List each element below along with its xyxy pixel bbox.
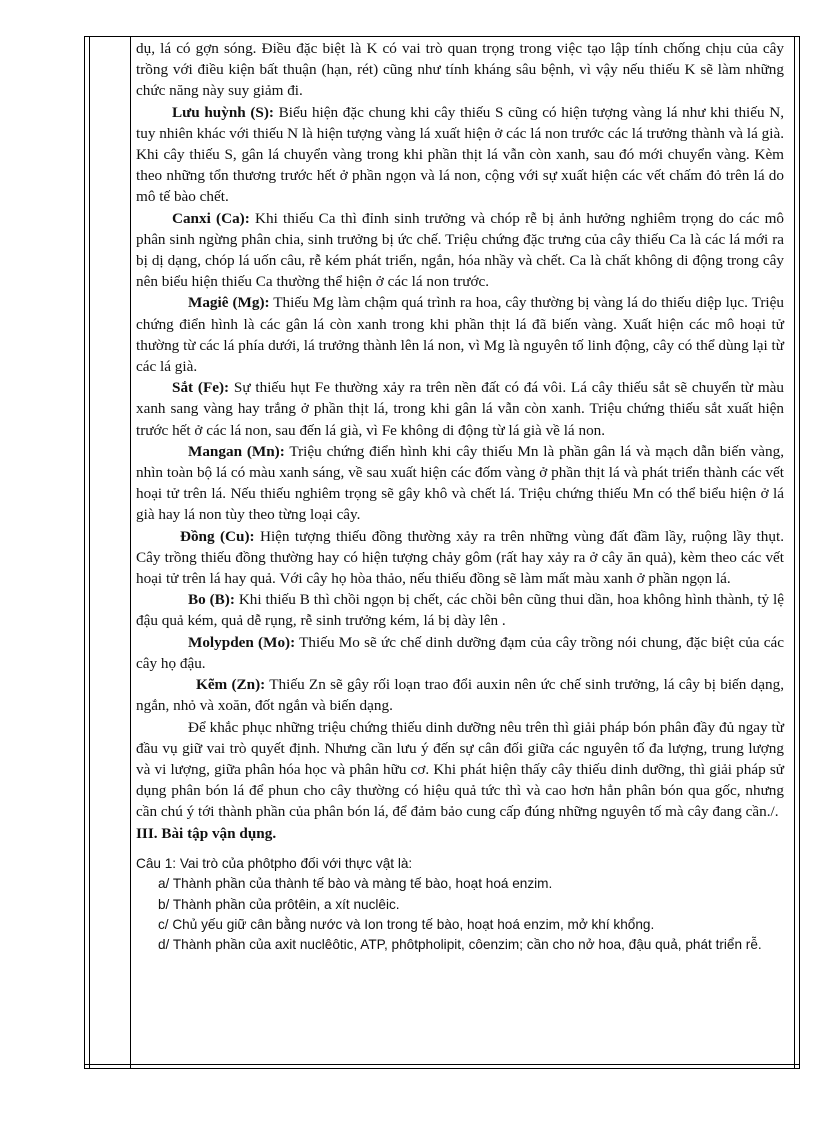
paragraph-lead: Mangan (Mn): (188, 442, 285, 460)
quiz-block (136, 854, 784, 956)
paragraph-magnesium (136, 292, 784, 377)
paragraph-lead: Lưu huỳnh (S): (172, 103, 274, 121)
frame-inner-left-rule (89, 37, 90, 1068)
paragraph-text: Khi thiếu B thì chồi ngọn bị chết, các chồi bên cũng thui dần, hoa không hình thành, tỷ lệ đậu quả kém, quả dễ rụng, rễ sinh trưởng kém, lá bị dày lên . (136, 591, 785, 630)
paragraph-lead: Đồng (Cu): (180, 527, 255, 545)
quiz-option-a: a/ Thành phần của thành tế bào và màng tế bào, hoạt hoá enzim. (158, 876, 553, 892)
paragraph-text: Thiếu Mo sẽ ức chế dinh dưỡng đạm của cây trồng nói chung, đặc biệt của các cây họ đậu. (136, 633, 784, 672)
paragraph-text: Thiếu Mg làm chậm quá trình ra hoa, cây thường bị vàng lá do thiếu diệp lục. Triệu chứng điển hình là các gân lá còn xanh trong khi phần thịt lá đã biến vàng. Xuất hiện các mô hoại tử thường từ các lá phía dưới, lá trưởng thành lên lá non, vì Mg là nguyên tố linh động, cây có thể dùng lại từ các lá già. (136, 294, 784, 376)
paragraph-lead: Canxi (Ca): (172, 209, 250, 227)
paragraph-calcium (136, 208, 784, 293)
paragraph-lead: Magiê (Mg): (188, 294, 270, 312)
paragraph-lead: Sắt (Fe): (172, 379, 230, 397)
paragraph-lead: Kẽm (Zn): (196, 676, 266, 694)
section-title: III. Bài tập vận dụng. (136, 824, 277, 842)
frame-inner-right-rule (794, 37, 795, 1068)
quiz-question: Câu 1: Vai trò của phôtpho đối với thực vật là: (136, 855, 413, 871)
paragraph-text: Để khắc phục những triệu chứng thiếu dinh dưỡng nêu trên thì giải pháp bón phân đầy đủ ngay từ đầu vụ giữ vai trò quyết định. Nhưng cần lưu ý đến sự cân đối giữa các nguyên tố đa lượng, trung lượng và vi lượng, giữa phân hóa học và phân hữu cơ. Khi phát hiện thấy cây thiếu dinh dưỡng, thì giải pháp sử dụng phân bón lá để phun cho cây thường có hiệu quả tức thì và cao hơn hẳn phân bón qua gốc, nhưng cần chú ý tới thành phần của phân bón lá, để đảm bảo cung cấp đúng những nguyên tố mà cây đang cần./. (136, 718, 784, 821)
paragraph-iron (136, 377, 784, 441)
paragraph-text: Khi thiếu Ca thì đỉnh sinh trưởng và chóp rễ bị ảnh hưởng nghiêm trọng do các mô phân sinh ngừng phân chia, sinh trưởng bị ức chế. Triệu chứng đặc trưng của cây thiếu Ca là các lá mới ra bị dị dạng, chóp lá uốn câu, rễ kém phát triển, ngắn, hóa nhầy và chết. Ca là chất không di động trong cây nên biểu hiện thiếu Ca thường thể hiện ở các lá non trước. (136, 209, 784, 291)
column-divider (130, 37, 131, 1068)
paragraph-zinc (136, 674, 784, 716)
paragraph-text: Hiện tượng thiếu đồng thường xảy ra trên những vùng đất đầm lầy, ruộng lầy thụt. Cây trồng thiếu đồng thường hay có hiện tượng chảy gôm (rất hay xảy ra ở cây ăn quả), kèm theo các vết hoại tử trên lá hay quả. Với cây họ hòa thảo, nếu thiếu đồng sẽ làm mất màu xanh ở phần ngọn lá. (136, 527, 784, 588)
paragraph-text: Biểu hiện đặc chung khi cây thiếu S cũng có hiện tượng vàng lá như khi thiếu N, tuy nhiên khác với thiếu N là hiện tượng vàng lá xuất hiện ở các lá non trước các lá trưởng thành và lá già. Khi cây thiếu S, gân lá chuyển vàng trong khi phần thịt lá vẫn còn xanh, sau đó mới chuyển vàng. Kèm theo những tổn thương trước hết ở phần ngọn và lá non, cộng với sự xuất hiện các vết chấm đỏ trên lá do mô tế bào chết. (136, 103, 784, 206)
paragraph-manganese (136, 441, 784, 526)
paragraph-lead: Bo (B): (188, 591, 235, 609)
paragraph-molybdenum (136, 632, 784, 674)
paragraph-text: dụ, lá có gợn sóng. Điều đặc biệt là K có vai trò quan trọng trong việc tạo lập tính chống chịu của cây trồng với điều kiện bất thuận (hạn, rét) cũng như tính kháng sâu bệnh, vì vậy nếu thiếu K sẽ làm những chức năng này suy giảm đi. (136, 40, 784, 100)
paragraph-boron (136, 589, 784, 631)
quiz-option-d: d/ Thành phần của axit nuclêôtic, ATP, phôtpholipit, côenzim; cần cho nở hoa, đậu quả, phát triển rễ. (158, 937, 762, 953)
quiz-option-c: c/ Chủ yếu giữ cân bằng nước và Ion trong tế bào, hoạt hoá enzim, mở khí khổng. (158, 916, 655, 932)
paragraph-sulfur (136, 102, 784, 208)
quiz-option-b: b/ Thành phần của prôtêin, a xít nuclêic. (158, 896, 400, 912)
document-body (136, 38, 784, 956)
paragraph-copper (136, 526, 784, 590)
paragraph-text: Sự thiếu hụt Fe thường xảy ra trên nền đất có đá vôi. Lá cây thiếu sắt sẽ chuyển từ màu xanh sang vàng hay trắng ở phần thịt lá, trong khi gân lá vẫn còn xanh. Triệu chứng thiếu sắt xuất hiện trước hết ở các lá non, sau đến lá già, vì Fe không di động từ lá già về lá non. (136, 379, 784, 439)
paragraph-lead: Molypden (Mo): (188, 633, 296, 651)
frame-bottom-rule (85, 1064, 799, 1065)
paragraph-text: Triệu chứng điển hình khi cây thiếu Mn là phần gân lá và mạch dẫn biến vàng, nhìn toàn bộ lá có màu xanh sáng, về sau xuất hiện các đốm vàng ở phần thịt lá và phát triển thành các vết hoại tử trên lá. Nếu thiếu nghiêm trọng sẽ gây khô và chết lá. Triệu chứng thiếu Mn có thể biểu hiện ở lá già hay lá non tùy theo từng loại cây. (136, 442, 785, 524)
paragraph-remedy (136, 717, 784, 823)
paragraph-potassium-continued (136, 38, 784, 102)
paragraph-text: Thiếu Zn sẽ gây rối loạn trao đổi auxin nên ức chế sinh trưởng, lá cây bị biến dạng, ngắn, nhỏ và xoăn, đốt ngắn và biến dạng. (136, 676, 784, 715)
